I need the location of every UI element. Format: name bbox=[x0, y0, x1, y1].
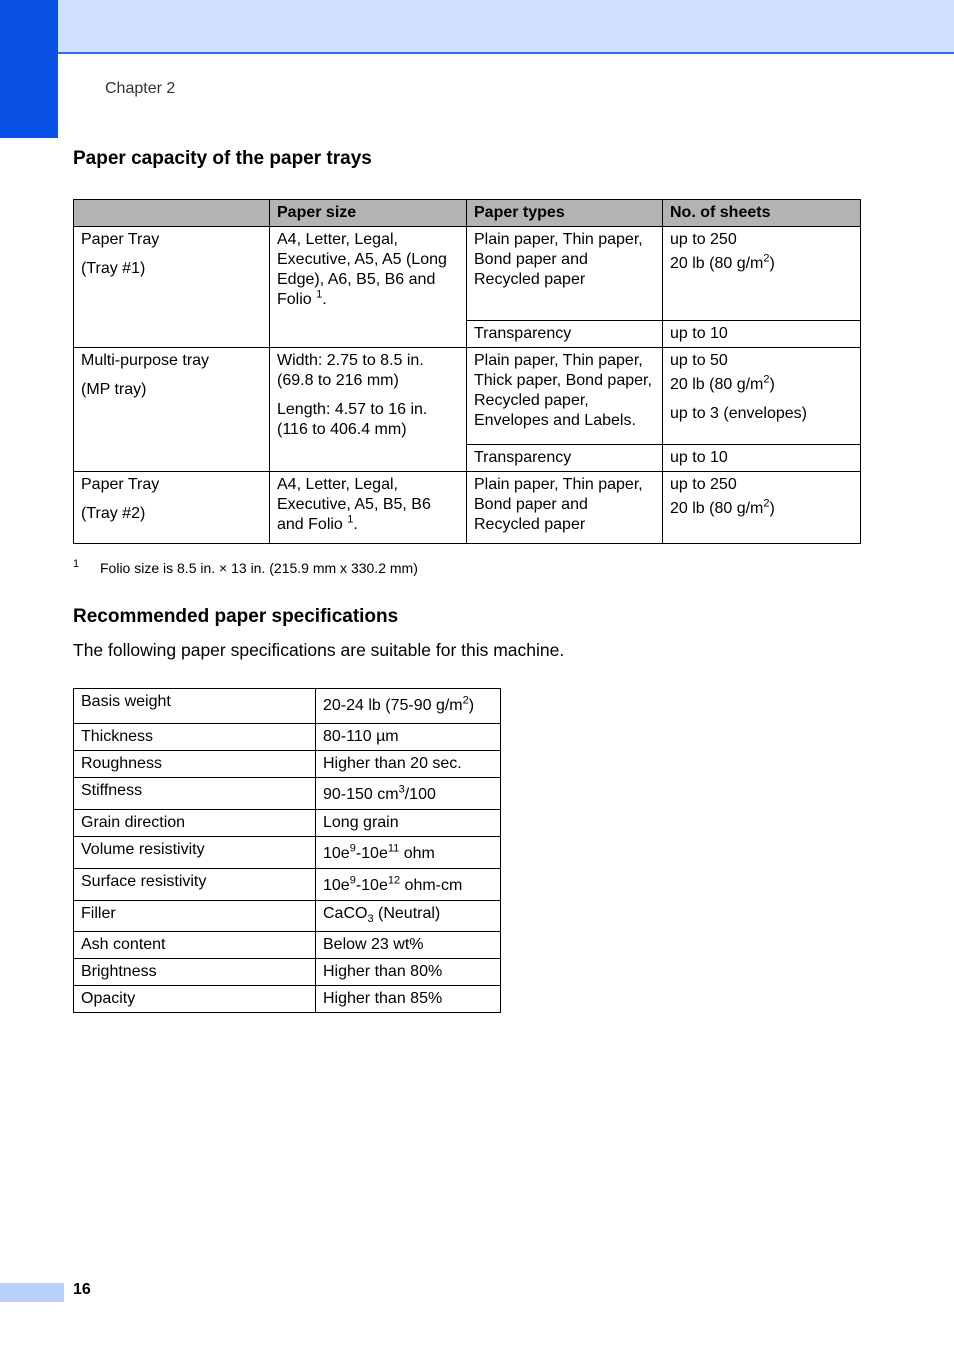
tray2-cell bbox=[74, 472, 270, 544]
chapter-tab bbox=[0, 0, 58, 138]
table-row bbox=[74, 751, 501, 778]
spec-value: $10e^9-10e^{11}$ ohm bbox=[316, 837, 501, 869]
table-row bbox=[74, 724, 501, 751]
paper-length: Length: 4.57 to 16 in. (116 to 406.4 mm) bbox=[277, 401, 428, 438]
table-row bbox=[74, 227, 861, 321]
table-row bbox=[74, 472, 861, 544]
spec-value: $10e^9-10e^{12}$ ohm-cm bbox=[316, 869, 501, 901]
page-number: 16 bbox=[73, 1281, 91, 1298]
header-band bbox=[58, 0, 954, 54]
table-row bbox=[74, 837, 501, 869]
footnote-ref: 1 bbox=[316, 288, 323, 301]
sheets-cell bbox=[663, 472, 861, 544]
paper-types-cell: Transparency bbox=[467, 445, 663, 472]
sheets: up to 50 bbox=[670, 352, 728, 369]
column-header-paper-size: Paper size bbox=[270, 200, 467, 227]
spec-label: Filler bbox=[74, 901, 316, 932]
mp-size-cell bbox=[270, 348, 467, 472]
column-header bbox=[74, 200, 270, 227]
spec-label: Stiffness bbox=[74, 778, 316, 810]
paper-width: Width: 2.75 to 8.5 in. (69.8 to 216 mm) bbox=[277, 352, 424, 389]
spec-value: Long grain bbox=[316, 810, 501, 837]
paper-size: A4, Letter, Legal, Executive, A5, A5 (Long Edge), A6, B5, B6 and Folio bbox=[277, 231, 447, 308]
sheets-cell bbox=[663, 227, 861, 321]
spec-value: Higher than 80% bbox=[316, 959, 501, 986]
paper-types-cell: Plain paper, Thin paper, Bond paper and Recycled paper bbox=[467, 472, 663, 544]
table-row bbox=[74, 348, 861, 445]
spec-value: Higher than 85% bbox=[316, 986, 501, 1013]
sheets-cell: up to 10 bbox=[663, 445, 861, 472]
spec-label: Surface resistivity bbox=[74, 869, 316, 901]
spec-label: Thickness bbox=[74, 724, 316, 751]
paper-types-cell: Plain paper, Thin paper, Thick paper, Bond paper, Recycled paper, Envelopes and Labels. bbox=[467, 348, 663, 445]
spec-value: 90-150 $cm^3/100$ bbox=[316, 778, 501, 810]
sheets: up to 250 bbox=[670, 476, 737, 493]
table-row bbox=[74, 986, 501, 1013]
tray-name: Multi-purpose tray bbox=[81, 352, 210, 369]
table-row bbox=[74, 932, 501, 959]
sheets-weight: 20 lb (80 $g/m^2$) bbox=[670, 497, 775, 517]
sheets-cell: up to 10 bbox=[663, 321, 861, 348]
spec-value: 80-110 µm bbox=[316, 724, 501, 751]
table-row bbox=[74, 689, 501, 724]
footnote-ref: 1 bbox=[347, 513, 354, 526]
table-row bbox=[74, 810, 501, 837]
tray1-size-cell: A4, Letter, Legal, Executive, A5, A5 (Long Edge), A6, B5, B6 and Folio $^1$. bbox=[270, 227, 467, 348]
column-header-sheets: No. of sheets bbox=[663, 200, 861, 227]
sheets-weight: 20 lb (80 $g/m^2$) bbox=[670, 252, 775, 272]
tray2-size-cell: A4, Letter, Legal, Executive, A5, B5, B6 and Folio $^1$. bbox=[270, 472, 467, 544]
table-row bbox=[74, 869, 501, 901]
chapter-label: Chapter 2 bbox=[105, 80, 176, 97]
sheets: up to 250 bbox=[670, 231, 737, 248]
mp-cell bbox=[74, 348, 270, 472]
table-row bbox=[74, 901, 501, 932]
table-header-row bbox=[74, 200, 861, 227]
tray-name: Paper Tray bbox=[81, 231, 160, 248]
sheets-cell bbox=[663, 348, 861, 445]
column-header-paper-types: Paper types bbox=[467, 200, 663, 227]
table-row bbox=[74, 778, 501, 810]
paper-types-cell: Plain paper, Thin paper, Bond paper and Recycled paper bbox=[467, 227, 663, 321]
spec-value: 20-24 lb (75-90 $g/m^2$) bbox=[316, 689, 501, 724]
spec-value: CaCO$_3$ (Neutral) bbox=[316, 901, 501, 932]
spec-value: Below 23 wt% bbox=[316, 932, 501, 959]
footnote-number: 1 bbox=[73, 558, 80, 570]
tray-name: Paper Tray bbox=[81, 476, 160, 493]
spec-label: Opacity bbox=[74, 986, 316, 1013]
section-title-paper-capacity: Paper capacity of the paper trays bbox=[73, 148, 372, 169]
section-intro: The following paper specifications are suitable for this machine. bbox=[73, 640, 565, 660]
spec-value: Higher than 20 sec. bbox=[316, 751, 501, 778]
page-number-tab bbox=[0, 1283, 64, 1302]
tray-sub: (MP tray) bbox=[81, 381, 147, 398]
spec-label: Grain direction bbox=[74, 810, 316, 837]
tray-sub: (Tray #2) bbox=[81, 505, 146, 522]
paper-size: A4, Letter, Legal, Executive, A5, B5, B6 and Folio bbox=[277, 476, 431, 533]
spec-label: Roughness bbox=[74, 751, 316, 778]
spec-label: Ash content bbox=[74, 932, 316, 959]
tray-sub: (Tray #1) bbox=[81, 260, 146, 277]
footnote-text: Folio size is 8.5 in. × 13 in. (215.9 mm x 330.2 mm) bbox=[100, 560, 418, 576]
paper-spec-table bbox=[73, 688, 501, 1013]
spec-label: Brightness bbox=[74, 959, 316, 986]
spec-label: Volume resistivity bbox=[74, 837, 316, 869]
sheets-weight: 20 lb (80 $g/m^2$) bbox=[670, 373, 775, 393]
spec-label: Basis weight bbox=[74, 689, 316, 724]
sheets-envelopes: up to 3 (envelopes) bbox=[670, 405, 807, 422]
section-title-recommended-specs: Recommended paper specifications bbox=[73, 606, 399, 627]
tray1-cell bbox=[74, 227, 270, 348]
table-row bbox=[74, 959, 501, 986]
paper-types-cell: Transparency bbox=[467, 321, 663, 348]
paper-capacity-table bbox=[73, 199, 861, 544]
